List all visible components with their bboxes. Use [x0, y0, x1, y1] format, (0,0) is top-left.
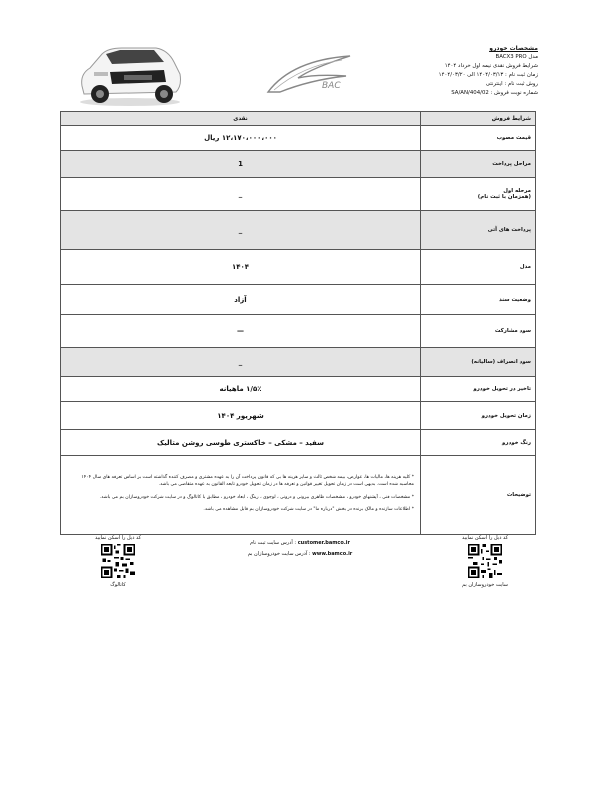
notes-row: [61, 456, 536, 535]
registration-method: روش ثبت نام : اینترنتی: [485, 81, 538, 87]
row-label: قیمت مصوب: [421, 126, 536, 151]
row-value: 1: [61, 151, 421, 178]
table-row: [61, 126, 536, 151]
row-value: _: [61, 178, 421, 211]
row-value: آزاد: [61, 285, 421, 315]
row-label: پرداخت های آتی: [421, 211, 536, 250]
company-site-label: آدرس سایت خودروسازان بم :: [247, 551, 311, 557]
company-site-line: [200, 549, 400, 560]
table-row: [61, 112, 536, 126]
registration-site-link[interactable]: customer.bamco.ir: [297, 540, 350, 546]
row-value: نقدی: [61, 112, 421, 126]
notes-label: توضیحات: [421, 456, 536, 535]
company-site-qr-label: سایت خودروسازان بم: [462, 582, 508, 588]
site-qr-code[interactable]: [468, 544, 502, 578]
catalog-qr-block: [78, 535, 158, 588]
row-value: —: [61, 315, 421, 348]
catalog-qr-code[interactable]: [101, 544, 135, 578]
spec-table: [60, 111, 536, 535]
left-qr-caption: کد ذیل را اسکن نمایید: [94, 535, 142, 541]
svg-text:BAC: BAC: [322, 81, 341, 91]
registration-time: زمان ثبت نام : ۱۴۰۴/۰۳/۱۳ الی ۱۴۰۴/۰۳/۲۰: [438, 72, 538, 78]
price-value: ۱۲،۱۷۰،۰۰۰،۰۰۰ ریال: [61, 126, 421, 151]
row-label: مدل: [421, 250, 536, 285]
row-value: ۱/۵٪ ماهیانه: [61, 377, 421, 402]
row-label: زمان تحویل خودرو: [421, 402, 536, 430]
right-qr-caption: کد ذیل را اسکن نمایید: [461, 535, 509, 541]
model-line: مدل BACX3 PRO: [495, 54, 538, 60]
sale-number: شماره نوبت فروش : SA/AN/404/02: [451, 90, 538, 96]
site-label: آدرس سایت ثبت نام :: [250, 540, 297, 546]
row-label-sub: (همزمان با ثبت نام): [477, 194, 531, 200]
car-image: [72, 42, 186, 108]
note-item: * مشخصات فنی ، آپشنهای خودرو ، مشخصات ظاهری بیرونی و درونی ، لوجوی ، رینگ ، ابعاد خودرو ، مطابق با کاتالوگ و در سایت شرکت خودروسازان بم می باشد.: [99, 494, 414, 500]
row-value: سفید – مشکی – خاکستری طوسی روشن متالیک: [61, 430, 421, 456]
table-row: [61, 285, 536, 315]
document-title: مشخصات خودرو: [489, 45, 538, 52]
note-item: * اطلاعات سازنده و مالک برنده در بخش "درباره ما" در سایت شرکت خودروسازان بم قابل مشاهده می باشد.: [203, 507, 414, 512]
table-row: [61, 348, 536, 377]
document-header: [338, 44, 538, 98]
table-row: [61, 315, 536, 348]
table-row: [61, 377, 536, 402]
row-value: شهریور ۱۴۰۴: [61, 402, 421, 430]
table-row: [61, 250, 536, 285]
table-row: [61, 151, 536, 178]
row-value: _: [61, 211, 421, 250]
conditions-line: شرایط فروش نقدی نیمه اول خرداد ۱۴۰۴: [444, 63, 538, 69]
row-label: [421, 178, 536, 211]
catalog-label: کاتالوگ: [110, 582, 126, 588]
row-label: وضعیت سند: [421, 285, 536, 315]
row-label: سود انصراف (سالیانه): [421, 348, 536, 377]
row-label: شرایط فروش: [421, 112, 536, 126]
company-site-link[interactable]: www.bamco.ir: [312, 551, 353, 557]
notes-content: [61, 456, 421, 535]
registration-site-line: [200, 538, 400, 549]
footer-addresses: [200, 538, 400, 560]
site-qr-block: [442, 535, 528, 588]
table-row: [61, 178, 536, 211]
table-row: [61, 430, 536, 456]
row-label-main: مرحله اول: [503, 188, 531, 194]
row-label: سود مشارکت: [421, 315, 536, 348]
note-item: * کلیه هزینه ها، مالیات ها، عوارض، بیمه شخص ثالث و سایر هزینه ها بی که قانون پرداخت آن را به عهده مشتری و مصرف کننده گذاشته است بر اساس تعرفه های سال ۱۴۰۴ محاسبه شده است. بدیهی است در زمان تحویل تغییر قوانین و تعرفه ها در زمان تحویل خودرو تابعه القانون به عهده متقاضی می باشد.: [81, 474, 414, 487]
table-row: [61, 402, 536, 430]
row-value: _: [61, 348, 421, 377]
row-label: رنگ خودرو: [421, 430, 536, 456]
table-row: [61, 211, 536, 250]
row-label: مراحل پرداخت: [421, 151, 536, 178]
row-label: تاخیر در تحویل خودرو: [421, 377, 536, 402]
row-value: ۱۴۰۴: [61, 250, 421, 285]
